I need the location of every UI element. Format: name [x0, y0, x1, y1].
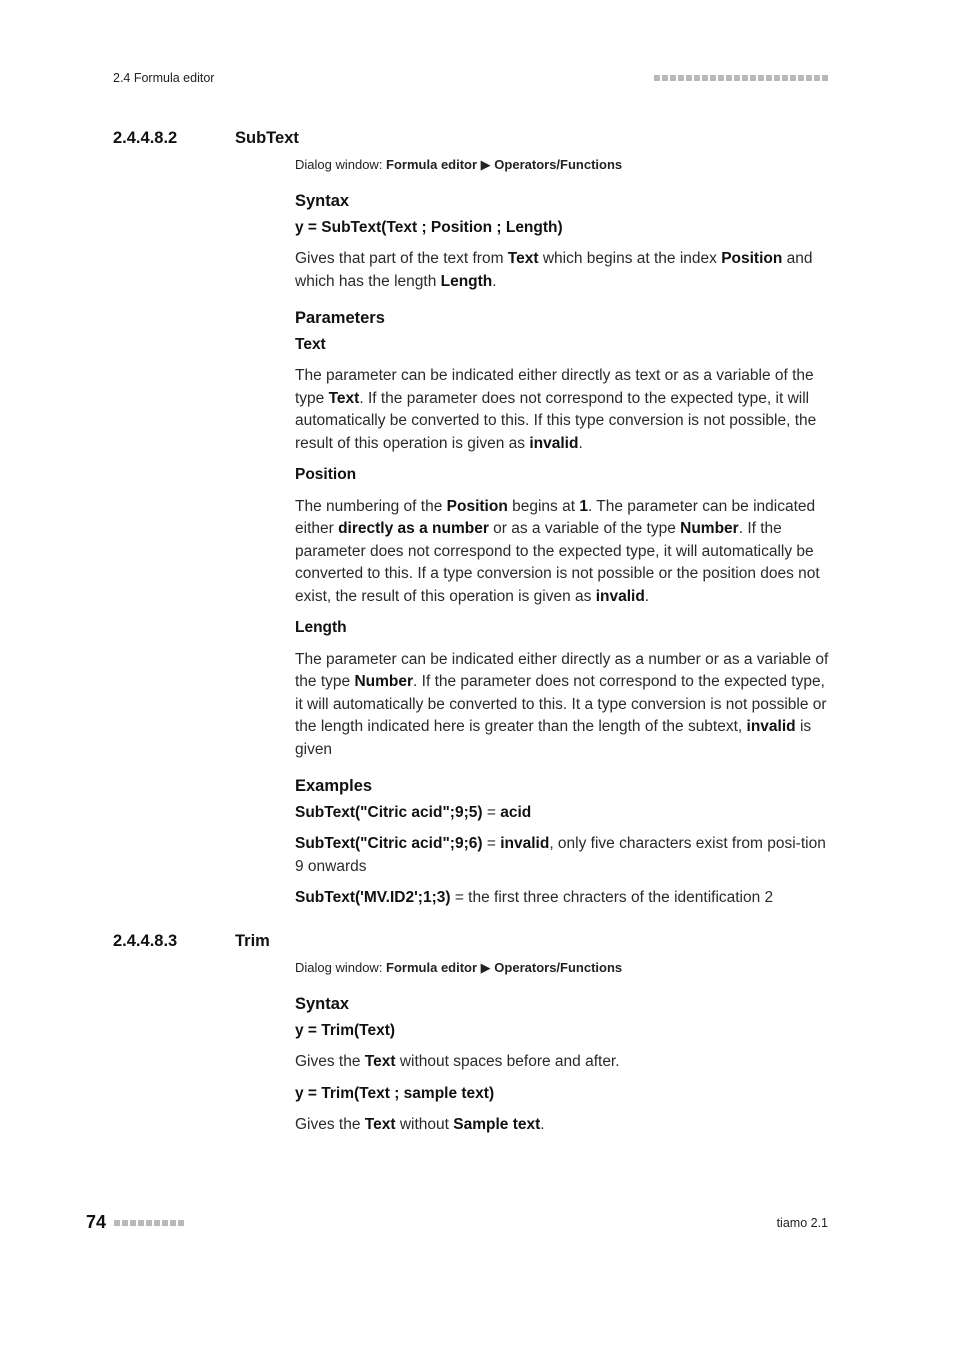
dialog-path-subtext: Dialog window: Formula editor ▶ Operators/Functions: [295, 157, 623, 172]
example-3: SubText('MV.ID2';1;3) = the first three chracters of the identification 2: [295, 889, 774, 906]
header-decoration-dots: [654, 75, 828, 81]
section-number-subtext: 2.4.4.8.2: [113, 129, 178, 147]
syntax-heading: Syntax: [295, 192, 350, 210]
syntax-line-2: y = Trim(Text ; sample text): [295, 1084, 495, 1102]
footer-decoration-dots: [114, 1220, 184, 1226]
example-2: SubText("Citric acid";9;6) = invalid, only five characters exist from posi-tion 9 onwards: [295, 835, 826, 875]
triangle-right-icon: ▶: [477, 157, 495, 172]
product-name: tiamo 2.1: [776, 1216, 828, 1230]
example-1: SubText("Citric acid";9;5) = acid: [295, 803, 532, 821]
triangle-right-icon: ▶: [477, 960, 495, 975]
running-header: 2.4 Formula editor: [113, 71, 215, 85]
syntax-line: y = Trim(Text): [295, 1021, 396, 1039]
param-name-length: Length: [295, 619, 347, 636]
dialog-path-trim: Dialog window: Formula editor ▶ Operators/Functions: [295, 960, 623, 975]
parameters-heading: Parameters: [295, 309, 385, 327]
param-name-position: Position: [295, 466, 357, 483]
param-name-text: Text: [295, 335, 326, 353]
syntax-heading: Syntax: [295, 995, 350, 1013]
trim-description-1: Gives the Text without spaces before and after.: [295, 1053, 620, 1070]
subtext-description: Gives that part of the text from Text which begins at the index Position and which has the length Length.: [295, 250, 813, 290]
section-title-subtext: SubText: [235, 129, 299, 147]
section-title-trim: Trim: [235, 932, 270, 950]
trim-description-2: Gives the Text without Sample text.: [295, 1116, 545, 1133]
syntax-line: y = SubText(Text ; Position ; Length): [295, 218, 563, 236]
param-desc-length: The parameter can be indicated either directly as a number or as a variable of the type Number. If the parameter does not correspond to the expected type, it will automatically be converted to this. It a type conversion is not possible or the length indicated here is greater than the length of the subtext, invalid is given: [295, 650, 829, 758]
trim-content: [295, 993, 832, 1137]
subtext-content: [295, 190, 832, 910]
param-desc-text: The parameter can be indicated either directly as text or as a variable of the type Text. If the parameter does not correspond to the expected type, it will automatically be converted to this. If this type conversion is not possible, the result of this operation is given as invalid.: [295, 367, 817, 452]
section-number-trim: 2.4.4.8.3: [113, 932, 178, 950]
param-desc-position: The numbering of the Position begins at 1. The parameter can be indicated either directly as a number or as a variable of the type Number. If the parameter does not correspond to the expected type, it will automatically be converted to this. If a type conversion is not possible or the position does not exist, the result of this operation is given as invalid.: [295, 497, 820, 605]
page-number: 74: [86, 1212, 107, 1232]
examples-heading: Examples: [295, 777, 373, 795]
